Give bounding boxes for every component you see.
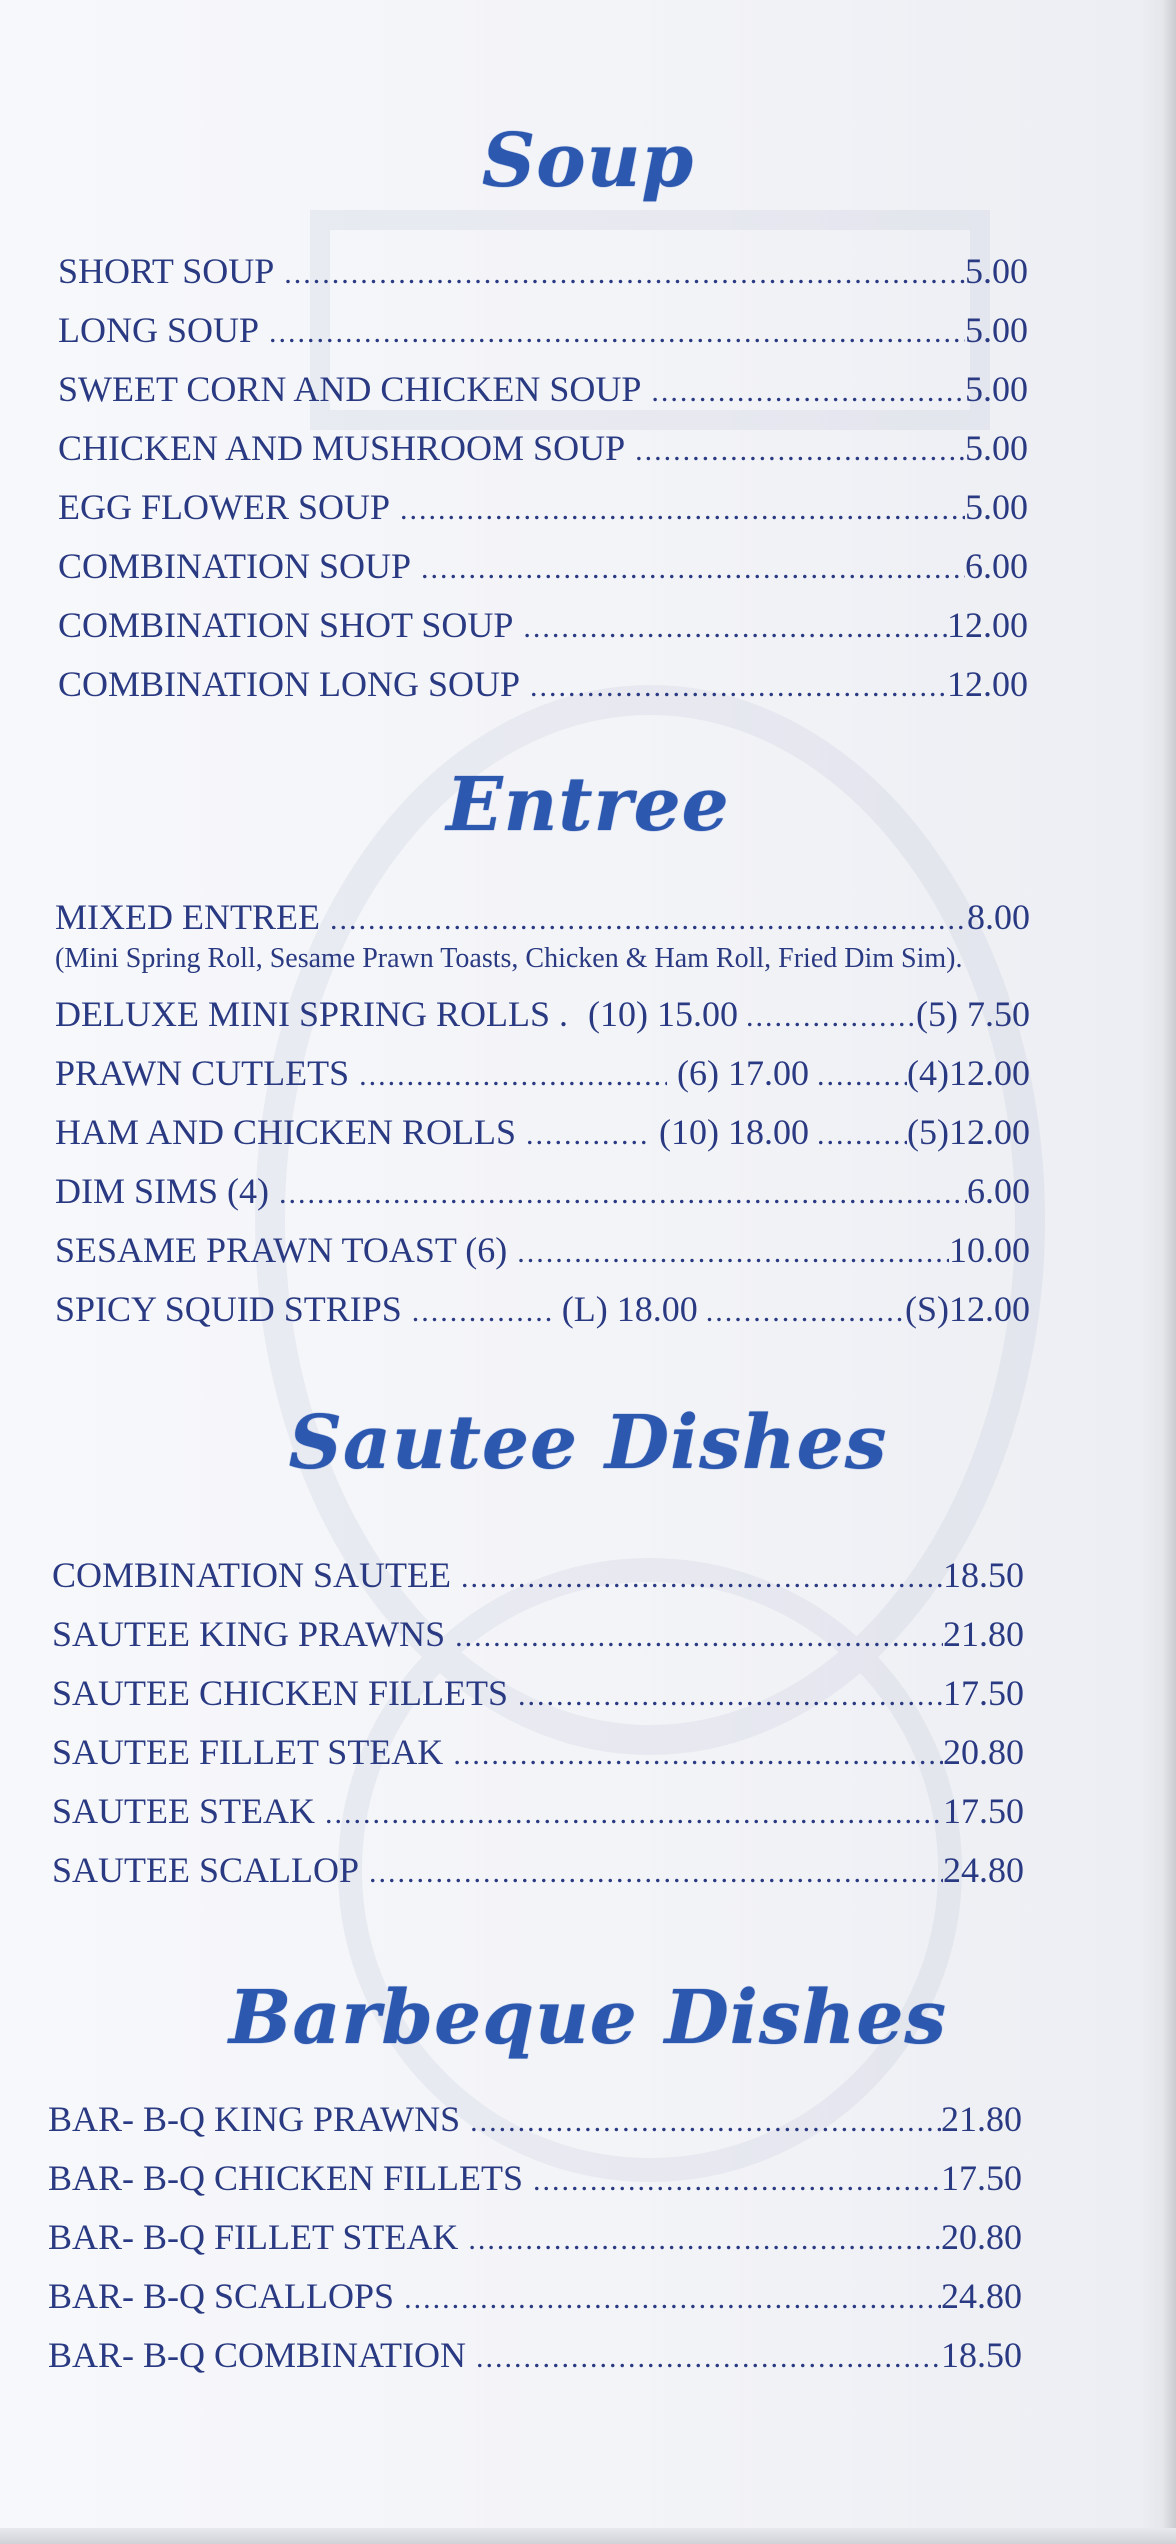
item-price: 17.50	[941, 2158, 1022, 2198]
soup-heading: Soup	[481, 118, 695, 204]
item-name: COMBINATION SHOT SOUP	[58, 605, 514, 645]
dot-leader	[453, 1723, 943, 1782]
item-name: SPICY SQUID STRIPS	[55, 1289, 402, 1329]
dot-leader	[530, 655, 947, 714]
item-price: 20.80	[943, 1732, 1024, 1772]
menu-item	[52, 1782, 1024, 1841]
item-name: EGG FLOWER SOUP	[58, 487, 391, 527]
item-name: CHICKEN AND MUSHROOM SOUP	[58, 428, 626, 468]
menu-item	[48, 2090, 1022, 2149]
sautee-list	[52, 1546, 1024, 1900]
dot-leader	[468, 2208, 941, 2267]
item-price: 6.00	[965, 546, 1028, 586]
large-portion-price: (10) 18.00	[659, 1112, 810, 1152]
large-portion-price: (L) 18.00	[561, 1289, 698, 1329]
item-price: 10.00	[949, 1230, 1030, 1270]
small-portion-price: (S)12.00	[905, 1289, 1030, 1329]
dot-leader	[746, 985, 916, 1044]
dot-leader	[476, 2326, 941, 2385]
item-price: 5.00	[965, 310, 1028, 350]
large-portion-price: (6) 17.00	[677, 1053, 810, 1093]
dot-leader	[706, 1280, 905, 1339]
menu-item	[58, 478, 1028, 537]
menu-item	[48, 2208, 1022, 2267]
dot-leader	[635, 419, 965, 478]
item-price: 12.00	[947, 605, 1028, 645]
menu-item	[58, 301, 1028, 360]
menu-item	[58, 596, 1028, 655]
soup-list	[58, 242, 1028, 714]
barbeque-heading: Barbeque Dishes	[228, 1975, 948, 2061]
paper-right-edge	[1162, 0, 1176, 2544]
entree-heading: Entree	[446, 762, 730, 848]
item-price: 18.50	[941, 2335, 1022, 2375]
dot-leader	[359, 1044, 667, 1103]
item-price: 17.50	[943, 1673, 1024, 1713]
item-price: 17.50	[943, 1791, 1024, 1831]
dot-leader	[404, 2267, 941, 2326]
dot-leader	[651, 360, 965, 419]
dot-leader	[526, 1103, 649, 1162]
menu-item	[55, 1280, 1030, 1339]
item-name: MIXED ENTREE	[55, 897, 320, 937]
dot-leader	[325, 1782, 943, 1841]
item-name: SAUTEE KING PRAWNS	[52, 1614, 446, 1654]
menu-item	[48, 2267, 1022, 2326]
small-portion-price: (5)12.00	[907, 1112, 1030, 1152]
small-portion-price: (5) 7.50	[916, 994, 1030, 1034]
menu-item	[48, 2326, 1022, 2385]
menu-item	[55, 985, 1030, 1044]
menu-item	[55, 1162, 1030, 1221]
item-name: BAR- B-Q FILLET STEAK	[48, 2217, 459, 2257]
menu-item	[58, 242, 1028, 301]
item-name: DIM SIMS (4)	[55, 1171, 270, 1211]
menu-item	[55, 1103, 1030, 1162]
menu-item	[55, 1044, 1030, 1103]
menu-item	[48, 2149, 1022, 2208]
item-name: SAUTEE FILLET STEAK	[52, 1732, 444, 1772]
item-name: SHORT SOUP	[58, 251, 275, 291]
item-price: 8.00	[967, 897, 1030, 937]
dot-leader	[284, 242, 965, 301]
dot-leader	[269, 301, 965, 360]
item-price: 5.00	[965, 369, 1028, 409]
item-price: 20.80	[941, 2217, 1022, 2257]
dot-leader	[817, 1044, 907, 1103]
item-name: HAM AND CHICKEN ROLLS	[55, 1112, 517, 1152]
dot-leader	[369, 1841, 943, 1900]
entree-list	[55, 888, 1030, 1339]
item-price: 21.80	[941, 2099, 1022, 2139]
menu-item	[52, 1841, 1024, 1900]
paper-bottom-edge	[0, 2528, 1176, 2544]
menu-item	[58, 419, 1028, 478]
item-name: DELUXE MINI SPRING ROLLS .	[55, 994, 568, 1034]
dot-leader	[330, 888, 967, 947]
item-name: SAUTEE SCALLOP	[52, 1850, 360, 1890]
item-price: 21.80	[943, 1614, 1024, 1654]
item-name: SAUTEE STEAK	[52, 1791, 315, 1831]
menu-item	[52, 1605, 1024, 1664]
item-name: SESAME PRAWN TOAST (6)	[55, 1230, 508, 1270]
item-price: 6.00	[967, 1171, 1030, 1211]
large-portion-price: (10) 15.00	[588, 994, 738, 1034]
menu-item	[52, 1723, 1024, 1782]
item-price: 5.00	[965, 251, 1028, 291]
item-name: BAR- B-Q CHICKEN FILLETS	[48, 2158, 523, 2198]
dot-leader	[470, 2090, 941, 2149]
barbeque-list	[48, 2090, 1022, 2385]
dot-leader	[461, 1546, 943, 1605]
menu-item	[55, 888, 1030, 947]
item-price: 18.50	[943, 1555, 1024, 1595]
menu-item	[58, 360, 1028, 419]
dot-leader	[817, 1103, 907, 1162]
dot-leader	[421, 537, 965, 596]
menu-item	[52, 1664, 1024, 1723]
sautee-heading: Sautee Dishes	[288, 1400, 888, 1486]
item-price: 24.80	[941, 2276, 1022, 2316]
item-name: BAR- B-Q COMBINATION	[48, 2335, 467, 2375]
item-name: BAR- B-Q SCALLOPS	[48, 2276, 395, 2316]
item-name: COMBINATION LONG SOUP	[58, 664, 521, 704]
item-price: 5.00	[965, 487, 1028, 527]
menu-item	[58, 655, 1028, 714]
menu-item	[58, 537, 1028, 596]
menu-item	[55, 1221, 1030, 1280]
item-price: 5.00	[965, 428, 1028, 468]
dot-leader	[279, 1162, 967, 1221]
item-name: COMBINATION SAUTEE	[52, 1555, 451, 1595]
dot-leader	[455, 1605, 943, 1664]
dot-leader	[400, 478, 965, 537]
dot-leader	[533, 2149, 941, 2208]
item-name: SAUTEE CHICKEN FILLETS	[52, 1673, 508, 1713]
dot-leader	[523, 596, 947, 655]
item-name: LONG SOUP	[58, 310, 260, 350]
item-description: (Mini Spring Roll, Sesame Prawn Toasts, Chicken & Ham Roll, Fried Dim Sim).	[55, 943, 963, 974]
dot-leader	[518, 1664, 943, 1723]
item-name: BAR- B-Q KING PRAWNS	[48, 2099, 461, 2139]
item-price: 12.00	[947, 664, 1028, 704]
item-name: COMBINATION SOUP	[58, 546, 412, 586]
item-name: SWEET CORN AND CHICKEN SOUP	[58, 369, 642, 409]
dot-leader	[517, 1221, 949, 1280]
small-portion-price: (4)12.00	[907, 1053, 1030, 1093]
menu-item	[52, 1546, 1024, 1605]
item-price: 24.80	[943, 1850, 1024, 1890]
dot-leader	[412, 1280, 552, 1339]
item-name: PRAWN CUTLETS	[55, 1053, 350, 1093]
